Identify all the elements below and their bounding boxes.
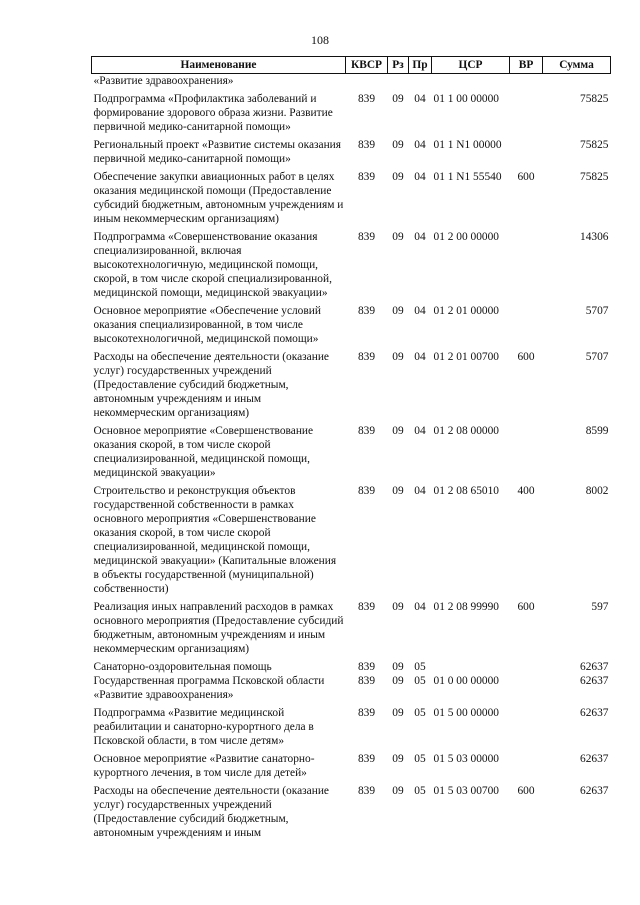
cell-sum: 62637 bbox=[580, 785, 609, 797]
cell-pr: 05 bbox=[414, 707, 426, 719]
cell-kvsr: 839 bbox=[357, 675, 376, 687]
table-row bbox=[92, 92, 611, 138]
cell-csr: 01 1 N1 55540 bbox=[433, 171, 502, 183]
cell-vr: 600 bbox=[517, 171, 535, 183]
cell-sum: 62637 bbox=[580, 675, 609, 687]
cell-rz: 09 bbox=[392, 171, 404, 183]
cell-sum: 5707 bbox=[585, 351, 609, 363]
cell-name: Обеспечение закупки авиационных работ в целях оказания медицинской помощи (Предоставление субсидий бюджетным, автономным учреждениям и иным некоммерческим организациям) bbox=[93, 171, 344, 225]
cell-csr: 01 2 08 65010 bbox=[433, 485, 499, 497]
cell-sum: 8002 bbox=[585, 485, 609, 497]
cell-pr: 04 bbox=[414, 171, 426, 183]
cell-rz: 09 bbox=[392, 707, 404, 719]
cell-pr: 04 bbox=[414, 485, 426, 497]
cell-kvsr: 839 bbox=[357, 351, 376, 363]
column-header-kvsr: КВСР bbox=[346, 57, 388, 74]
table-row bbox=[92, 660, 611, 674]
cell-rz: 09 bbox=[392, 485, 404, 497]
table-header-row bbox=[92, 57, 611, 74]
table-row bbox=[92, 784, 611, 844]
cell-kvsr: 839 bbox=[357, 707, 376, 719]
cell-name: Расходы на обеспечение деятельности (оказание услуг) государственных учреждений (Предоставление субсидий бюджетным, автономным учреждениям и иным некоммерческим организациям) bbox=[93, 351, 329, 419]
table-row bbox=[92, 138, 611, 170]
cell-rz: 09 bbox=[392, 305, 404, 317]
cell-vr bbox=[510, 660, 543, 674]
cell-csr: 01 2 01 00000 bbox=[433, 305, 499, 317]
cell-name: «Развитие здравоохранения» bbox=[93, 75, 234, 87]
cell-sum: 62637 bbox=[580, 661, 609, 673]
cell-vr: 600 bbox=[517, 785, 535, 797]
cell-pr: 04 bbox=[414, 425, 426, 437]
cell-name: Расходы на обеспечение деятельности (оказание услуг) государственных учреждений (Предоставление субсидий бюджетным, автономным учреждениям и иным bbox=[93, 785, 329, 839]
column-header-vr: ВР bbox=[510, 57, 543, 74]
cell-csr: 01 5 03 00000 bbox=[433, 753, 499, 765]
cell-vr bbox=[510, 138, 543, 170]
cell-name: Основное мероприятие «Совершенствование оказания скорой, в том числе скорой специализированной, медицинской помощи, медицинской эвакуации» bbox=[93, 425, 314, 479]
cell-csr: 01 2 08 00000 bbox=[433, 425, 499, 437]
cell-sum: 14306 bbox=[580, 231, 609, 243]
column-header-pr: Пр bbox=[409, 57, 432, 74]
cell-kvsr: 839 bbox=[357, 171, 376, 183]
table-row bbox=[92, 350, 611, 424]
cell-rz: 09 bbox=[392, 425, 404, 437]
cell-pr: 04 bbox=[414, 601, 426, 613]
cell-vr bbox=[510, 230, 543, 304]
cell-vr bbox=[510, 752, 543, 784]
table-row bbox=[92, 674, 611, 706]
cell-kvsr: 839 bbox=[357, 785, 376, 797]
cell-csr bbox=[432, 660, 510, 674]
table-row bbox=[92, 230, 611, 304]
cell-rz: 09 bbox=[392, 93, 404, 105]
column-header-name: Наименование bbox=[92, 57, 346, 74]
table-row bbox=[92, 600, 611, 660]
budget-table bbox=[91, 56, 611, 844]
cell-rz bbox=[388, 74, 409, 93]
cell-pr: 05 bbox=[414, 675, 426, 687]
cell-sum: 75825 bbox=[580, 171, 609, 183]
table-row bbox=[92, 304, 611, 350]
cell-pr: 05 bbox=[414, 785, 426, 797]
cell-name: Санаторно-оздоровительная помощь bbox=[93, 661, 272, 673]
cell-vr bbox=[510, 92, 543, 138]
cell-pr: 04 bbox=[414, 231, 426, 243]
cell-name: Региональный проект «Развитие системы оказания первичной медико-санитарной помощи» bbox=[93, 139, 342, 165]
table-row bbox=[92, 706, 611, 752]
cell-vr bbox=[510, 674, 543, 706]
cell-vr bbox=[510, 74, 543, 93]
table-row bbox=[92, 752, 611, 784]
column-header-rz: Рз bbox=[388, 57, 409, 74]
cell-pr: 05 bbox=[414, 753, 426, 765]
cell-pr: 05 bbox=[414, 661, 426, 673]
cell-pr: 04 bbox=[414, 305, 426, 317]
cell-sum: 62637 bbox=[580, 753, 609, 765]
cell-csr: 01 2 00 00000 bbox=[433, 231, 499, 243]
cell-vr: 600 bbox=[517, 601, 535, 613]
cell-csr: 01 1 00 00000 bbox=[433, 93, 499, 105]
cell-vr bbox=[510, 706, 543, 752]
cell-sum: 75825 bbox=[580, 139, 609, 151]
cell-rz: 09 bbox=[392, 601, 404, 613]
cell-name: Реализация иных направлений расходов в рамках основного мероприятия (Предоставление субсидий бюджетным, автономным учреждениям и иным некоммерческим организациям) bbox=[93, 601, 344, 655]
table-row bbox=[92, 484, 611, 600]
table-row bbox=[92, 170, 611, 230]
cell-name: Подпрограмма «Профилактика заболеваний и формирование здорового образа жизни. Развитие первичной медико-санитарной помощи» bbox=[93, 93, 333, 133]
cell-kvsr: 839 bbox=[357, 231, 376, 243]
cell-rz: 09 bbox=[392, 661, 404, 673]
cell-csr bbox=[432, 74, 510, 93]
cell-kvsr: 839 bbox=[357, 753, 376, 765]
cell-sum bbox=[543, 74, 611, 93]
column-header-csr: ЦСР bbox=[432, 57, 510, 74]
cell-sum: 597 bbox=[591, 601, 609, 613]
cell-name: Государственная программа Псковской области «Развитие здравоохранения» bbox=[93, 675, 325, 701]
cell-rz: 09 bbox=[392, 785, 404, 797]
cell-csr: 01 5 00 00000 bbox=[433, 707, 499, 719]
cell-kvsr: 839 bbox=[357, 485, 376, 497]
cell-rz: 09 bbox=[392, 139, 404, 151]
cell-pr: 04 bbox=[414, 93, 426, 105]
cell-pr: 04 bbox=[414, 139, 426, 151]
cell-name: Строительство и реконструкция объектов государственной собственности в рамках основного мероприятия «Совершенствование оказания скорой, в том числе скорой специализированной, медицинской помощи, медицинской эвакуации» (Капитальные вложения в объекты государственной (муниципальной) собственности) bbox=[93, 485, 337, 595]
cell-kvsr: 839 bbox=[357, 425, 376, 437]
column-header-sum: Сумма bbox=[543, 57, 611, 74]
cell-sum: 5707 bbox=[585, 305, 609, 317]
cell-vr bbox=[510, 424, 543, 484]
cell-csr: 01 1 N1 00000 bbox=[433, 139, 502, 151]
cell-csr: 01 5 03 00700 bbox=[433, 785, 499, 797]
cell-kvsr bbox=[346, 74, 388, 93]
cell-rz: 09 bbox=[392, 351, 404, 363]
cell-name: Основное мероприятие «Обеспечение условий оказания специализированной, в том числе высокотехнологичной, медицинской помощи» bbox=[93, 305, 321, 345]
cell-kvsr: 839 bbox=[357, 139, 376, 151]
cell-sum: 8599 bbox=[585, 425, 609, 437]
cell-csr: 01 2 08 99990 bbox=[433, 601, 499, 613]
cell-sum: 75825 bbox=[580, 93, 609, 105]
cell-vr: 400 bbox=[517, 485, 535, 497]
cell-kvsr: 839 bbox=[357, 305, 376, 317]
cell-name: Основное мероприятие «Развитие санаторно-курортного лечения, в том числе для детей» bbox=[93, 753, 315, 779]
cell-name: Подпрограмма «Совершенствование оказания специализированной, включая высокотехнологичную, медицинской помощи, скорой, в том числе скорой специализированной, медицинской помощи, медицинской эвакуации» bbox=[93, 231, 332, 299]
cell-rz: 09 bbox=[392, 675, 404, 687]
cell-csr: 01 2 01 00700 bbox=[433, 351, 499, 363]
cell-rz: 09 bbox=[392, 753, 404, 765]
table-row bbox=[92, 74, 611, 93]
cell-name: Подпрограмма «Развитие медицинской реабилитации и санаторно-курортного дела в Псковской области, в том числе детям» bbox=[93, 707, 314, 747]
cell-kvsr: 839 bbox=[357, 93, 376, 105]
cell-pr bbox=[409, 74, 432, 93]
cell-rz: 09 bbox=[392, 231, 404, 243]
cell-csr: 01 0 00 00000 bbox=[433, 675, 499, 687]
cell-kvsr: 839 bbox=[357, 661, 376, 673]
cell-sum: 62637 bbox=[580, 707, 609, 719]
cell-pr: 04 bbox=[414, 351, 426, 363]
page-number: 108 bbox=[311, 33, 329, 47]
cell-vr bbox=[510, 304, 543, 350]
table-row bbox=[92, 424, 611, 484]
cell-kvsr: 839 bbox=[357, 601, 376, 613]
cell-vr: 600 bbox=[517, 351, 535, 363]
